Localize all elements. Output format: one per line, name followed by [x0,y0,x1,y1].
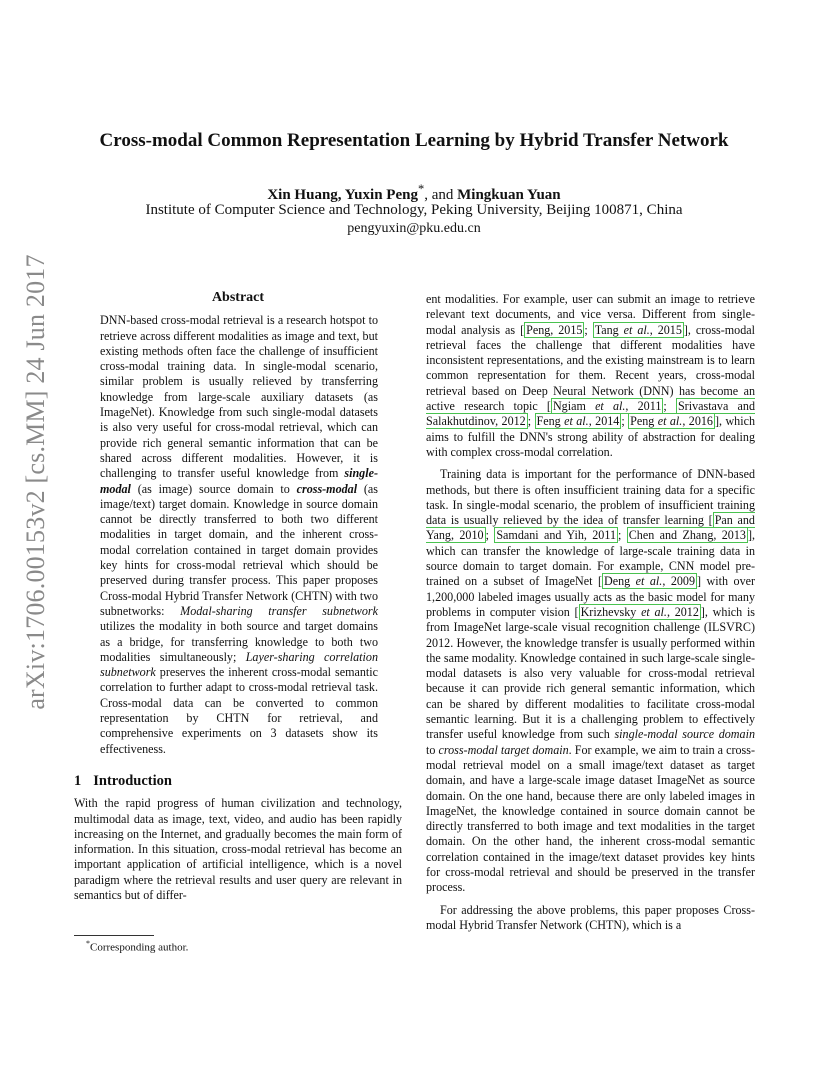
footnote-text: Corresponding author. [90,941,189,954]
body-text: to [426,742,439,757]
right-paragraph-3: For addressing the above problems, this paper proposes Cross-modal Hybrid Transfer Network (CHTN), which is a [426,902,755,932]
citation-separator: ; [621,414,629,429]
citation-author: Feng [536,414,565,429]
citation-year: , 2009 [662,574,696,589]
footnote-divider [74,935,154,936]
citation-link[interactable] [579,604,701,620]
section-title: Introduction [93,772,172,789]
citation-etal: et al. [595,399,626,414]
left-column [74,290,402,903]
citation-link[interactable]: Pan and Yang, 2010 [426,513,755,543]
right-paragraph-1: ent modalities. For example, user can submit an image to retrieve relevant text documents, and vice versa. Different from single-modal analysis as [ Peng, 2015 ; Tang et al., 2015 ], cross-modal retrieval faces the challenge that different modalities have inconsistent representations, and the existing mainstream is to learn common representation for them. Recent years, cross-modal retrieval based on Deep Neural Network (DNN) has become an active research topic [ Ngiam et al., 2011 ; Srivastava and Salakhutdinov, 2012 ; Feng et al., 2014 ; Peng et al., 2016 ], which aims to fulfill the DNN's strong ability of abstraction for dealing with complex cross-modal correlation. [426,292,755,459]
body-text: , which aims to fulfill the DNN's strong ability of abstraction for dealing with complex cross-modal correlation. [426,414,755,459]
citation-link[interactable]: Srivastava and Salakhutdinov, 2012 [426,399,755,429]
citation-link[interactable] [535,413,622,429]
author-line [60,182,768,204]
citation-link[interactable] [628,413,715,429]
section-number: 1 [74,772,82,789]
citation-year: , 2012 [666,604,699,619]
body-text: . For example, we aim to train a cross-modal retrieval model on a small image/text dataset as target domain, and have a large-scale image dataset ImageNet as source domain. On the one hand, because there are only labeled images in ImageNet, the knowledge contained in source domain cannot be directly transferred to both image and text modalities in the target domain. On the other hand, the inherent cross-modal semantic correlation contained in the image/text dataset provides key hints for cross-modal retrieval and should be preserved in the transfer process. [426,742,755,895]
right-paragraph-2: Training data is important for the performance of DNN-based methods, but there is often insufficient training data for a specific task. In single-modal scenario, the problem of insufficient training data is usually relieved by the idea of transfer learning [ Pan and Yang, 2010 ; Samdani and Yih, 2011 ; Chen and Zhang, 2013 ], which can transfer the knowledge of large-scale training data in source domain to target domain. For example, CNN model pre-trained on a subset of ImageNet [ Deng et al., 2009 ] with over 1,200,000 labeled images usually acts as the basic model for many problems in computer vision [ Krizhevsky et al., 2012 ], which is from ImageNet large-scale visual recognition challenge (ILSVRC) 2012. However, the knowledge transfer is usually performed within the same modality. Knowledge contained in such large-scale single-modal datasets is also very valuable for cross-modal retrieval because it can provide rich general semantic information, which can be shared by different modalities to facilitate cross-modal semantic learning. But it is a challenging problem to effectively transfer useful knowledge from such single-modal source domain to cross-modal target domain. For example, we aim to train a cross-modal retrieval model on a small image/text dataset as target domain, and have a large-scale image dataset ImageNet as source domain. On the one hand, because there are only labeled images in ImageNet, the knowledge contained in source domain cannot be directly transferred to both image and text modalities in the target domain. On the other hand, the inherent cross-modal semantic correlation contained in the image/text dataset provides key hints for cross-modal retrieval and should be preserved in the transfer process. [426,467,756,895]
citation-separator: ; [663,399,676,414]
citation-link[interactable] [593,322,684,338]
citation-author: Peng [630,414,658,429]
arxiv-identifier [21,254,50,710]
citation-etal: et al. [657,414,683,429]
abstract-emph-mstn: Modal-sharing transfer subnetwork [180,603,378,618]
abstract-text: utilizes the modality in both source and target domains as a bridge, for transferring knowledge to both two modalities simultaneously; [100,619,378,664]
intro-paragraph: With the rapid progress of human civilization and technology, multimodal data as image, text, video, and audio has been rapidly increasing on the Internet, and gradually becomes the main form of information. In this situation, cross-modal retrieval has become an important application of artificial intelligence, which is a novel paradigm where the retrieval results and user query are relevant in semantics but of differ- [74,796,402,902]
abstract-text: (as image) source domain to [130,481,297,496]
citation-author: Deng [603,574,636,589]
body-text: with over 1,200,000 labeled images usually acts as the basic model for many problems in computer vision [426,574,756,619]
citation-separator: ; [618,528,627,543]
author-names-1: Xin Huang, Yuxin Peng [267,187,418,203]
citation-separator: ; [485,528,495,543]
corresponding-mark: * [417,182,425,196]
body-text: , which is from ImageNet large-scale visual recognition challenge (ILSVRC) 2012. However, the knowledge transfer is usually performed within the same modality. Knowledge contained in such large-scale single-modal datasets is also very valuable for cross-modal retrieval because it can provide rich general semantic information, which can be shared by different modalities to facilitate cross-modal semantic learning. But it is a challenging problem to effectively transfer useful knowledge from such [426,604,756,742]
abstract-emph-cross-modal: cross-modal [296,481,358,496]
emph-target-domain: cross-modal target domain [438,742,569,757]
citation-author: Krizhevsky [580,604,642,619]
citation-etal: et al. [564,414,589,429]
citation-etal: et al. [641,604,667,619]
citation-link[interactable]: Samdani and Yih, 2011 [496,528,616,543]
footnote-mark: * [86,939,90,948]
citation-etal: et al. [635,574,663,589]
body-text: Training data is important for the performance of DNN-based methods, but there is often insufficient training data for a specific task. In single-modal scenario, the problem of insufficient training data is usually relieved by the idea of transfer learning [426,467,755,528]
emph-source-domain: single-modal source domain [614,727,755,742]
citation-link[interactable] [551,398,663,414]
paper-title: Cross-modal Common Representation Learning by Hybrid Transfer Network [99,130,729,151]
right-column [426,292,755,933]
citation-etal: et al. [623,322,650,337]
abstract-text: DNN-based cross-modal retrieval is a research hotspot to retrieve across different modalities as image and text, but existing methods often face the challenge of insufficient cross-modal training data. In single-modal scenario, similar problem is usually relieved by transferring knowledge from large-scale auxiliary datasets (as ImageNet). Knowledge from such single-modal datasets is also very useful for cross-modal retrieval, which can provide rich general semantic information that can be shared across different modalities. However, it is challenging to transfer useful knowledge from [100,313,378,481]
citation-year: , 2011 [625,399,662,414]
citation-separator: ; [584,322,593,337]
author-names-2: Mingkuan Yuan [457,187,561,203]
citation-link[interactable]: Chen and Zhang, 2013 [628,528,746,543]
citation-separator: ; [527,414,535,429]
author-email: pengyuxin@pku.edu.cn [347,221,481,236]
citation-year: , 2015 [649,322,682,337]
citation-year: , 2016 [682,414,713,429]
citation-link[interactable]: Peng, 2015 [526,322,583,337]
citation-author: Tang [594,322,624,337]
citation-link[interactable] [602,573,697,589]
section-heading-introduction [74,774,402,789]
abstract-text: (as image/text) target domain. Knowledge in source domain cannot be directly transferred to both two different modalities in target domain, and the inherent cross-modal correlation contained in target domain provides key hints for cross-modal retrieval which should be preserved during transfer process. This paper proposes Cross-modal Hybrid Transfer Network (CHTN) with two subnetworks: [100,481,378,618]
abstract-emph-single-modal: single-modal [100,466,378,496]
abstract-heading: Abstract [211,290,265,305]
citation-year: , 2014 [588,414,620,429]
body-text: ent modalities. For example, user can submit an image to retrieve relevant text documents, and vice versa. Different from single-modal analysis as [426,292,755,337]
citation-author: Ngiam [552,399,596,414]
author-and: , and [424,187,458,203]
body-text: , which can transfer the knowledge of large-scale training data in source domain to target domain. For example, CNN model pre-trained on a subset of ImageNet [426,528,756,589]
arxiv-identifier-text: arXiv:1706.00153v2 [cs.MM] 24 Jun 2017 [21,254,50,710]
footnote [86,939,188,954]
body-text: , cross-modal retrieval faces the challenge that different modalities have inconsistent representations, and the existing mainstream is to learn common representation for them. Recent years, cross-modal retrieval based on Deep Neural Network (DNN) has become an active research topic [426,322,755,414]
affiliation: Institute of Computer Science and Technology, Peking University, Beijing 100871, China [145,202,683,218]
abstract-body [74,313,402,757]
abstract-emph-lscs: Layer-sharing correlation subnetwork [100,649,378,680]
abstract-text: preserves the inherent cross-modal semantic correlation to further adapt to cross-modal retrieval task. Cross-modal data can be converted to common representation by CHTN for retrieval, and comprehensive experiments on 3 datasets show its effectiveness. [100,665,378,756]
